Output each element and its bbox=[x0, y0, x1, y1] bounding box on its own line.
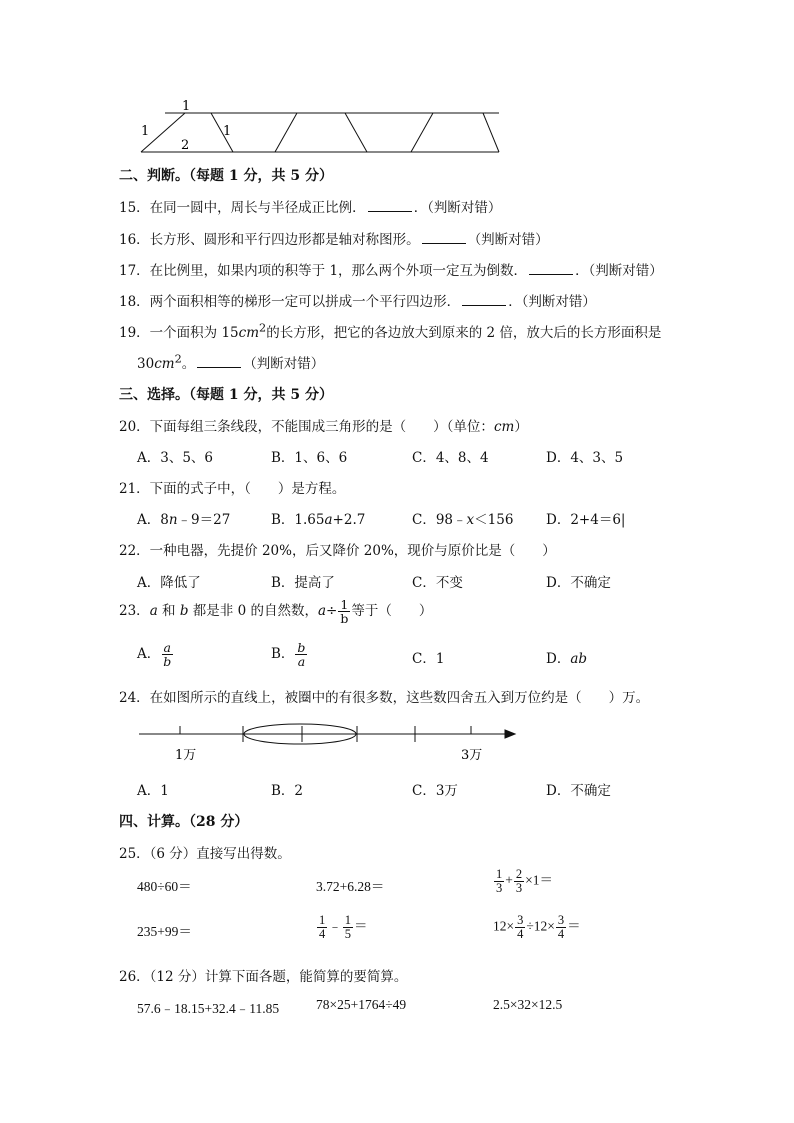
answer-blank[interactable] bbox=[368, 199, 412, 212]
option-d[interactable]: D．不确定 bbox=[546, 783, 611, 799]
axis-label-1wan: 1万 bbox=[175, 748, 197, 763]
question-26-text: 26．（12 分）计算下面各题，能简算的要简算。 bbox=[119, 969, 408, 985]
option-a[interactable]: A．8n﹣9＝27 bbox=[137, 512, 231, 528]
option-d[interactable]: D．不确定 bbox=[546, 575, 611, 591]
question-19-line1 bbox=[119, 321, 661, 341]
calc-expression: 78×25+1764÷49 bbox=[316, 997, 407, 1012]
figure-label-left: 1 bbox=[141, 124, 150, 139]
calc-item: 480÷60＝ bbox=[137, 879, 192, 894]
calc-item: 3.72+6.28＝ bbox=[316, 879, 385, 894]
figure-label-right: 1 bbox=[223, 124, 232, 139]
calc-item: $\frac{1}{4}$ ﹣ $\frac{1}{5}$ ＝ bbox=[319, 913, 368, 942]
answer-blank[interactable] bbox=[422, 231, 466, 244]
close-paren: ） bbox=[514, 419, 528, 435]
figure-label-top: 1 bbox=[182, 99, 191, 114]
question-24-text: 24．在如图所示的直线上，被圈中的有很多数，这些数四舍五入到万位约是（ ）万。 bbox=[119, 690, 650, 706]
question-16 bbox=[119, 228, 549, 248]
calc-item: 235+99＝ bbox=[137, 924, 192, 939]
section-heading-judge: 二、判断。（每题 1 分，共 5 分） bbox=[119, 168, 333, 184]
question-22-text: 22．一种电器，先提价 20%，后又降价 20%，现价与原价比是（ ） bbox=[119, 543, 556, 559]
question-17 bbox=[119, 259, 663, 279]
option-c[interactable]: C．4、8、4 bbox=[412, 450, 489, 466]
question-18 bbox=[119, 290, 596, 310]
question-20 bbox=[119, 415, 528, 435]
question-23: 23．a 和 b 都是非 0 的自然数，a÷ $\frac{1}{b}$ 等于（ ） bbox=[119, 597, 433, 627]
question-19-tail: （判断对错） bbox=[243, 356, 325, 372]
section-heading-choice: 三、选择。（每题 1 分，共 5 分） bbox=[119, 387, 333, 403]
question-20-text: 20．下面每组三条线段，不能围成三角形的是（ ）（单位： bbox=[119, 419, 494, 435]
axis-label-3wan: 3万 bbox=[461, 748, 483, 763]
calc-expression: 57.6﹣18.15+32.4﹣11.85 bbox=[137, 1001, 280, 1016]
figure-label-bottom: 2 bbox=[181, 138, 190, 153]
question-18-tail: ．（判断对错） bbox=[508, 294, 596, 310]
option-c[interactable]: C．3万 bbox=[412, 783, 458, 799]
superscript-2: 2 bbox=[259, 321, 267, 335]
unit-cm: cm bbox=[154, 356, 175, 372]
section-heading-calc: 四、计算。（28 分） bbox=[119, 814, 249, 830]
option-c[interactable]: C．98﹣x＜156 bbox=[412, 512, 514, 528]
option-a[interactable]: A．降低了 bbox=[137, 575, 201, 591]
question-19-value: 30 bbox=[137, 356, 155, 372]
question-16-tail: （判断对错） bbox=[467, 232, 549, 248]
option-a[interactable]: A．3、5、6 bbox=[137, 450, 214, 466]
option-d[interactable]: D．2+4＝6| bbox=[546, 512, 626, 528]
question-19-text-cont: 的长方形，把它的各边放大到原来的 2 倍，放大后的长方形面积是 bbox=[266, 325, 662, 341]
question-19-text: 19．一个面积为 15 bbox=[119, 325, 239, 341]
calc-item: $\frac{1}{3}$ + $\frac{2}{3}$ ×1＝ bbox=[496, 867, 553, 896]
calc-expression: 2.5×32×12.5 bbox=[493, 997, 563, 1012]
option-a[interactable]: A．1 bbox=[137, 783, 169, 799]
answer-blank[interactable] bbox=[462, 293, 506, 306]
option-b[interactable]: B．2 bbox=[271, 783, 304, 799]
unit-cm: cm bbox=[238, 325, 260, 341]
option-d[interactable]: D．ab bbox=[546, 651, 588, 667]
superscript-2: 2 bbox=[174, 352, 182, 366]
option-c[interactable]: C．1 bbox=[412, 651, 445, 667]
option-b[interactable]: B．提高了 bbox=[271, 575, 335, 591]
question-18-text: 18．两个面积相等的梯形一定可以拼成一个平行四边形． bbox=[119, 294, 461, 310]
option-b[interactable]: B．1.65a+2.7 bbox=[271, 512, 366, 528]
option-b[interactable]: B．1、6、6 bbox=[271, 450, 348, 466]
answer-blank[interactable] bbox=[529, 262, 573, 275]
parallelogram-strip-figure bbox=[135, 95, 510, 157]
calc-item: 12× $\frac{3}{4}$ ÷12× $\frac{3}{4}$ ＝ bbox=[493, 913, 581, 942]
question-25-text: 25．（6 分）直接写出得数。 bbox=[119, 846, 291, 862]
question-17-text: 17．在比例里，如果内项的积等于 1，那么两个外项一定互为倒数． bbox=[119, 263, 528, 279]
option-c[interactable]: C．不变 bbox=[412, 575, 463, 591]
question-15 bbox=[119, 196, 501, 216]
fraction: $\frac{1}{b}$ bbox=[340, 597, 349, 627]
question-15-text: 15．在同一圆中，周长与半径成正比例． bbox=[119, 200, 366, 216]
option-a[interactable]: A． $\frac{a}{b}$ bbox=[137, 640, 172, 670]
number-line-figure bbox=[135, 716, 525, 766]
question-15-tail: ．（判断对错） bbox=[413, 200, 502, 216]
question-21-text: 21．下面的式子中，（ ）是方程。 bbox=[119, 481, 346, 497]
question-17-tail: ．（判断对错） bbox=[575, 263, 663, 279]
option-b[interactable]: B． $\frac{b}{a}$ bbox=[271, 640, 306, 670]
answer-blank[interactable] bbox=[197, 355, 241, 368]
unit-cm: cm bbox=[493, 419, 515, 435]
question-16-text: 16．长方形、圆形和平行四边形都是轴对称图形。 bbox=[119, 232, 420, 248]
question-19-period: 。 bbox=[181, 356, 196, 372]
question-19-line2 bbox=[137, 352, 324, 372]
option-d[interactable]: D．4、3、5 bbox=[546, 450, 624, 466]
